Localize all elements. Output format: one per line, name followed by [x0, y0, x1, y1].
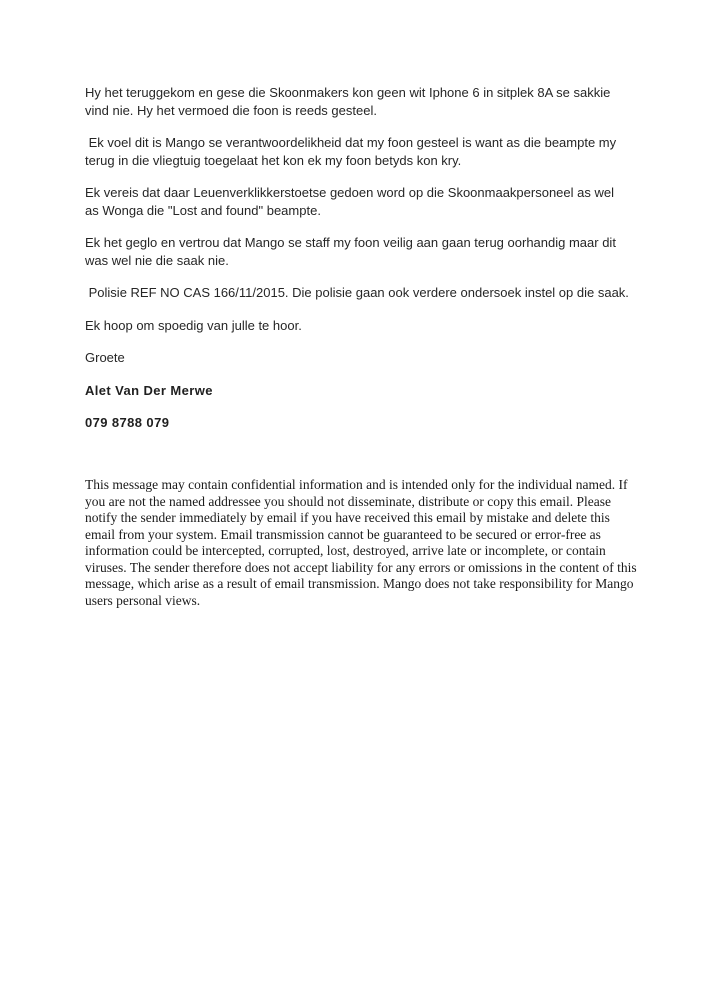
paragraph-cleaners-report: Hy het teruggekom en gese die Skoonmakers kon geen wit Iphone 6 in sitplek 8A se sakkie vind nie. Hy het vermoed die foon is reeds gesteel. [85, 85, 614, 118]
paragraph-trust-statement: Ek het geglo en vertrou dat Mango se staff my foon veilig aan gaan terug oorhandig maar dit was wel nie die saak nie. [85, 235, 620, 268]
paragraph-hope-to-hear: Ek hoop om spoedig van julle te hoor. [85, 317, 302, 333]
letter-body [85, 84, 630, 431]
closing-greeting: Groete [85, 350, 125, 365]
sender-name: Alet Van Der Merwe [85, 382, 213, 398]
sender-phone-number: 079 8788 079 [85, 414, 170, 430]
paragraph-police-reference: Polisie REF NO CAS 166/11/2015. Die polisie gaan ook verdere ondersoek instel op die saak. [85, 285, 629, 300]
paragraph-mango-responsibility: Ek voel dit is Mango se verantwoordelikheid dat my foon gesteel is want as die beampte my terug in die vliegtuig toegelaat het kon ek my foon betyds kon kry. [85, 135, 620, 168]
email-disclaimer: This message may contain confidential information and is intended only for the individual named. If you are not the named addressee you should not disseminate, distribute or copy this email. Please notify the sender immediately by email if you have received this email by mistake and delete this email from your system. Email transmission cannot be guaranteed to be secured or error-free as information could be intercepted, corrupted, lost, destroyed, arrive late or incomplete, or contain viruses. The sender therefore does not accept liability for any errors or omissions in the content of this message, which arise as a result of email transmission. Mango does not take responsibility for Mango users personal views. [85, 477, 637, 608]
paragraph-polygraph-demand: Ek vereis dat daar Leuenverklikkerstoetse gedoen word op die Skoonmaakpersoneel as wel as Wonga die "Lost and found" beampte. [85, 185, 618, 218]
